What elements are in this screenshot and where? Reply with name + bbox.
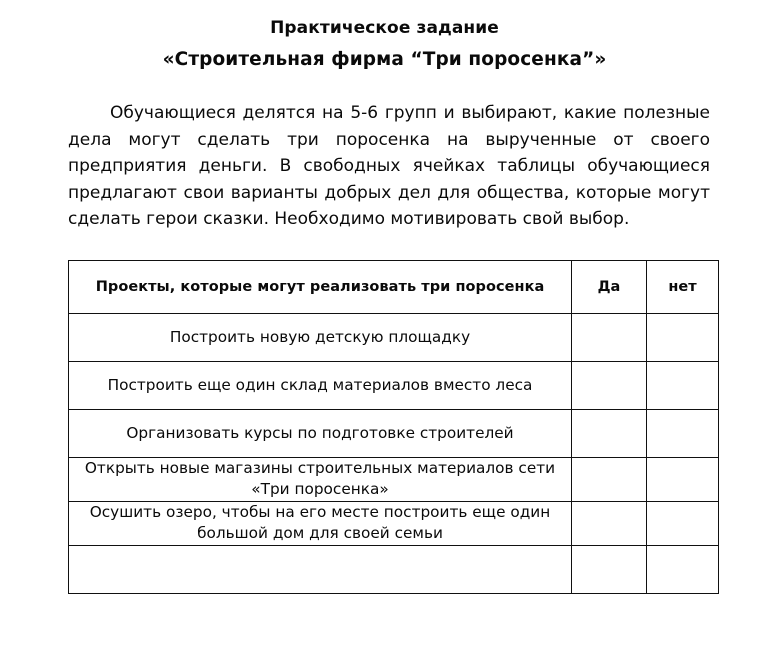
answer-no-cell[interactable] (647, 409, 719, 457)
project-description-cell: Осушить озеро, чтобы на его месте построить еще один большой дом для своей семьи (69, 501, 572, 545)
body-text-block (68, 100, 710, 233)
table-row (69, 501, 719, 545)
page-title: Практическое задание (270, 18, 499, 38)
instructions-paragraph: Обучающиеся делятся на 5-6 групп и выбирают, какие полезные дела могут сделать три поросенка на вырученные от своего предприятия деньги. В свободных ячейках таблицы обучающиеся предлагают свои варианты добрых дел для общества, которые могут сделать герои сказки. Необходимо мотивировать свой выбор. (68, 103, 710, 229)
project-description-cell: Открыть новые магазины строительных материалов сети «Три поросенка» (69, 457, 572, 501)
answer-yes-cell[interactable] (572, 501, 647, 545)
answer-no-cell[interactable] (647, 457, 719, 501)
column-header-description: Проекты, которые могут реализовать три поросенка (69, 260, 572, 313)
answer-yes-cell[interactable] (572, 545, 647, 593)
table-row (69, 409, 719, 457)
table-header-row (69, 260, 719, 313)
column-header-no: нет (647, 260, 719, 313)
projects-table (68, 260, 719, 594)
table-row (69, 313, 719, 361)
table-row (69, 545, 719, 593)
answer-no-cell[interactable] (647, 313, 719, 361)
answer-no-cell[interactable] (647, 361, 719, 409)
answer-yes-cell[interactable] (572, 361, 647, 409)
project-description-cell: Построить еще один склад материалов вместо леса (69, 361, 572, 409)
answer-no-cell[interactable] (647, 545, 719, 593)
table-row (69, 361, 719, 409)
answer-yes-cell[interactable] (572, 313, 647, 361)
projects-table-container (68, 260, 718, 594)
project-description-cell: Построить новую детскую площадку (69, 313, 572, 361)
title-block (0, 0, 769, 75)
table-row (69, 457, 719, 501)
answer-no-cell[interactable] (647, 501, 719, 545)
project-description-cell: Организовать курсы по подготовке строителей (69, 409, 572, 457)
column-header-yes: Да (572, 260, 647, 313)
answer-yes-cell[interactable] (572, 457, 647, 501)
page-subtitle: «Строительная фирма “Три поросенка”» (162, 49, 607, 70)
project-description-cell (69, 545, 572, 593)
answer-yes-cell[interactable] (572, 409, 647, 457)
